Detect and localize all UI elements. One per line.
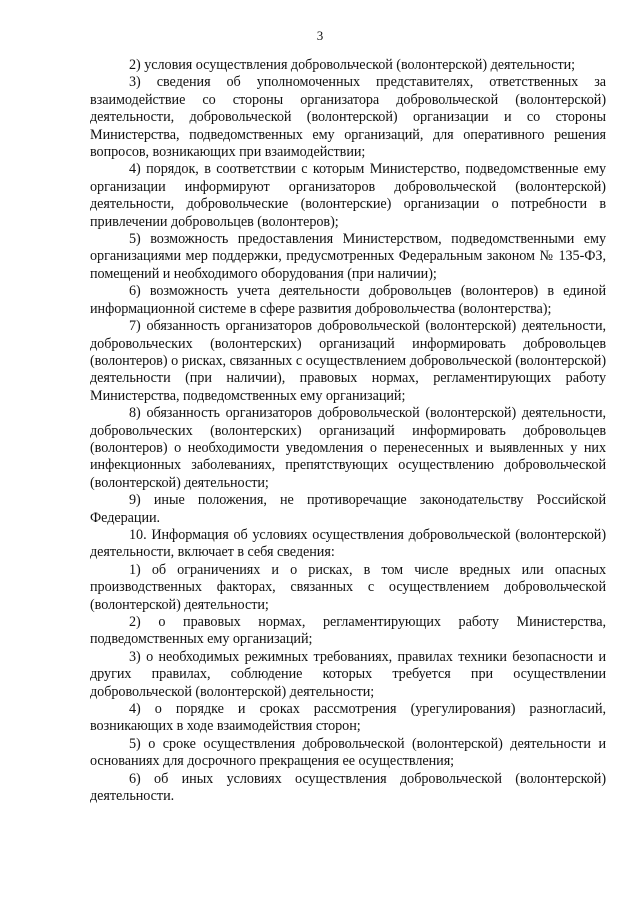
paragraph-item-3-representatives: 3) сведения об уполномоченных представителях, ответственных за взаимодействие со стороны организатора добровольческой (волонтерской) деятельности, добровольческой (волонтерской) организации и со стороны Министерства, подведомственных ему организаций, для оперативного решения вопросов, возникающих при взаимодействии;: [90, 74, 606, 161]
paragraph-sub-6-other-conditions: 6) об иных условиях осуществления добровольческой (волонтерской) деятельности.: [90, 770, 606, 805]
paragraph-sub-5-term: 5) о сроке осуществления добровольческой (волонтерской) деятельности и основаниях для досрочного прекращения ее осуществления;: [90, 735, 606, 770]
paragraph-item-7-risk-informing: 7) обязанность организаторов добровольческой (волонтерской) деятельности, добровольческих (волонтерских) организаций информировать добровольцев (волонтеров) о рисках, связанных с осуществлением добровольческой (волонтерской) деятельности (при наличии), правовых нормах, регламентирующих работу Министерства, подведомственных ему организаций;: [90, 318, 606, 404]
paragraph-sub-3-safety-rules: 3) о необходимых режимных требованиях, правилах техники безопасности и других правилах, соблюдение которых требуется при осуществлении добровольческой (волонтерской) деятельности;: [90, 648, 606, 700]
paragraph-item-8-infection-notice: 8) обязанность организаторов добровольческой (волонтерской) деятельности, добровольческих (волонтерских) организаций информировать добровольцев (волонтеров) о необходимости уведомления о перенесенных и выявленных у них инфекционных заболеваниях, препятствующих осуществлению добровольческой (волонтерской) деятельности;: [90, 405, 606, 491]
paragraph-sub-1-restrictions: 1) об ограничениях и о рисках, в том числе вредных или опасных производственных факторах, связанных с осуществлением добровольческой (волонтерской) деятельности;: [90, 561, 606, 613]
paragraph-item-6-accounting: 6) возможность учета деятельности добровольцев (волонтеров) в единой информационной системе в сфере развития добровольчества (волонтерства);: [90, 283, 606, 317]
paragraph-section-10-information: 10. Информация об условиях осуществления добровольческой (волонтерской) деятельности, включает в себя сведения:: [90, 526, 606, 561]
paragraph-item-2-conditions: 2) условия осуществления добровольческой (волонтерской) деятельности;: [129, 57, 576, 73]
document-body: [90, 57, 606, 805]
paragraph-item-4-informing-procedure: 4) порядок, в соответствии с которым Министерство, подведомственные ему организации информируют организаторов добровольческой (волонтерской) деятельности, добровольческие (волонтерские) организации о потребности в привлечении добровольцев (волонтеров);: [90, 161, 606, 230]
page-number: 3: [316, 28, 324, 43]
paragraph-item-9-other-provisions: 9) иные положения, не противоречащие законодательству Российской Федерации.: [90, 492, 606, 526]
paragraph-sub-4-disputes: 4) о порядке и сроках рассмотрения (урегулирования) разногласий, возникающих в ходе взаимодействия сторон;: [90, 701, 606, 735]
paragraph-sub-2-legal-norms: 2) о правовых нормах, регламентирующих работу Министерства, подведомственных ему организаций;: [90, 614, 606, 648]
paragraph-item-5-support-measures: 5) возможность предоставления Министерством, подведомственными ему организациями мер поддержки, предусмотренных Федеральным законом № 135-ФЗ, помещений и необходимого оборудования (при наличии);: [90, 231, 606, 282]
